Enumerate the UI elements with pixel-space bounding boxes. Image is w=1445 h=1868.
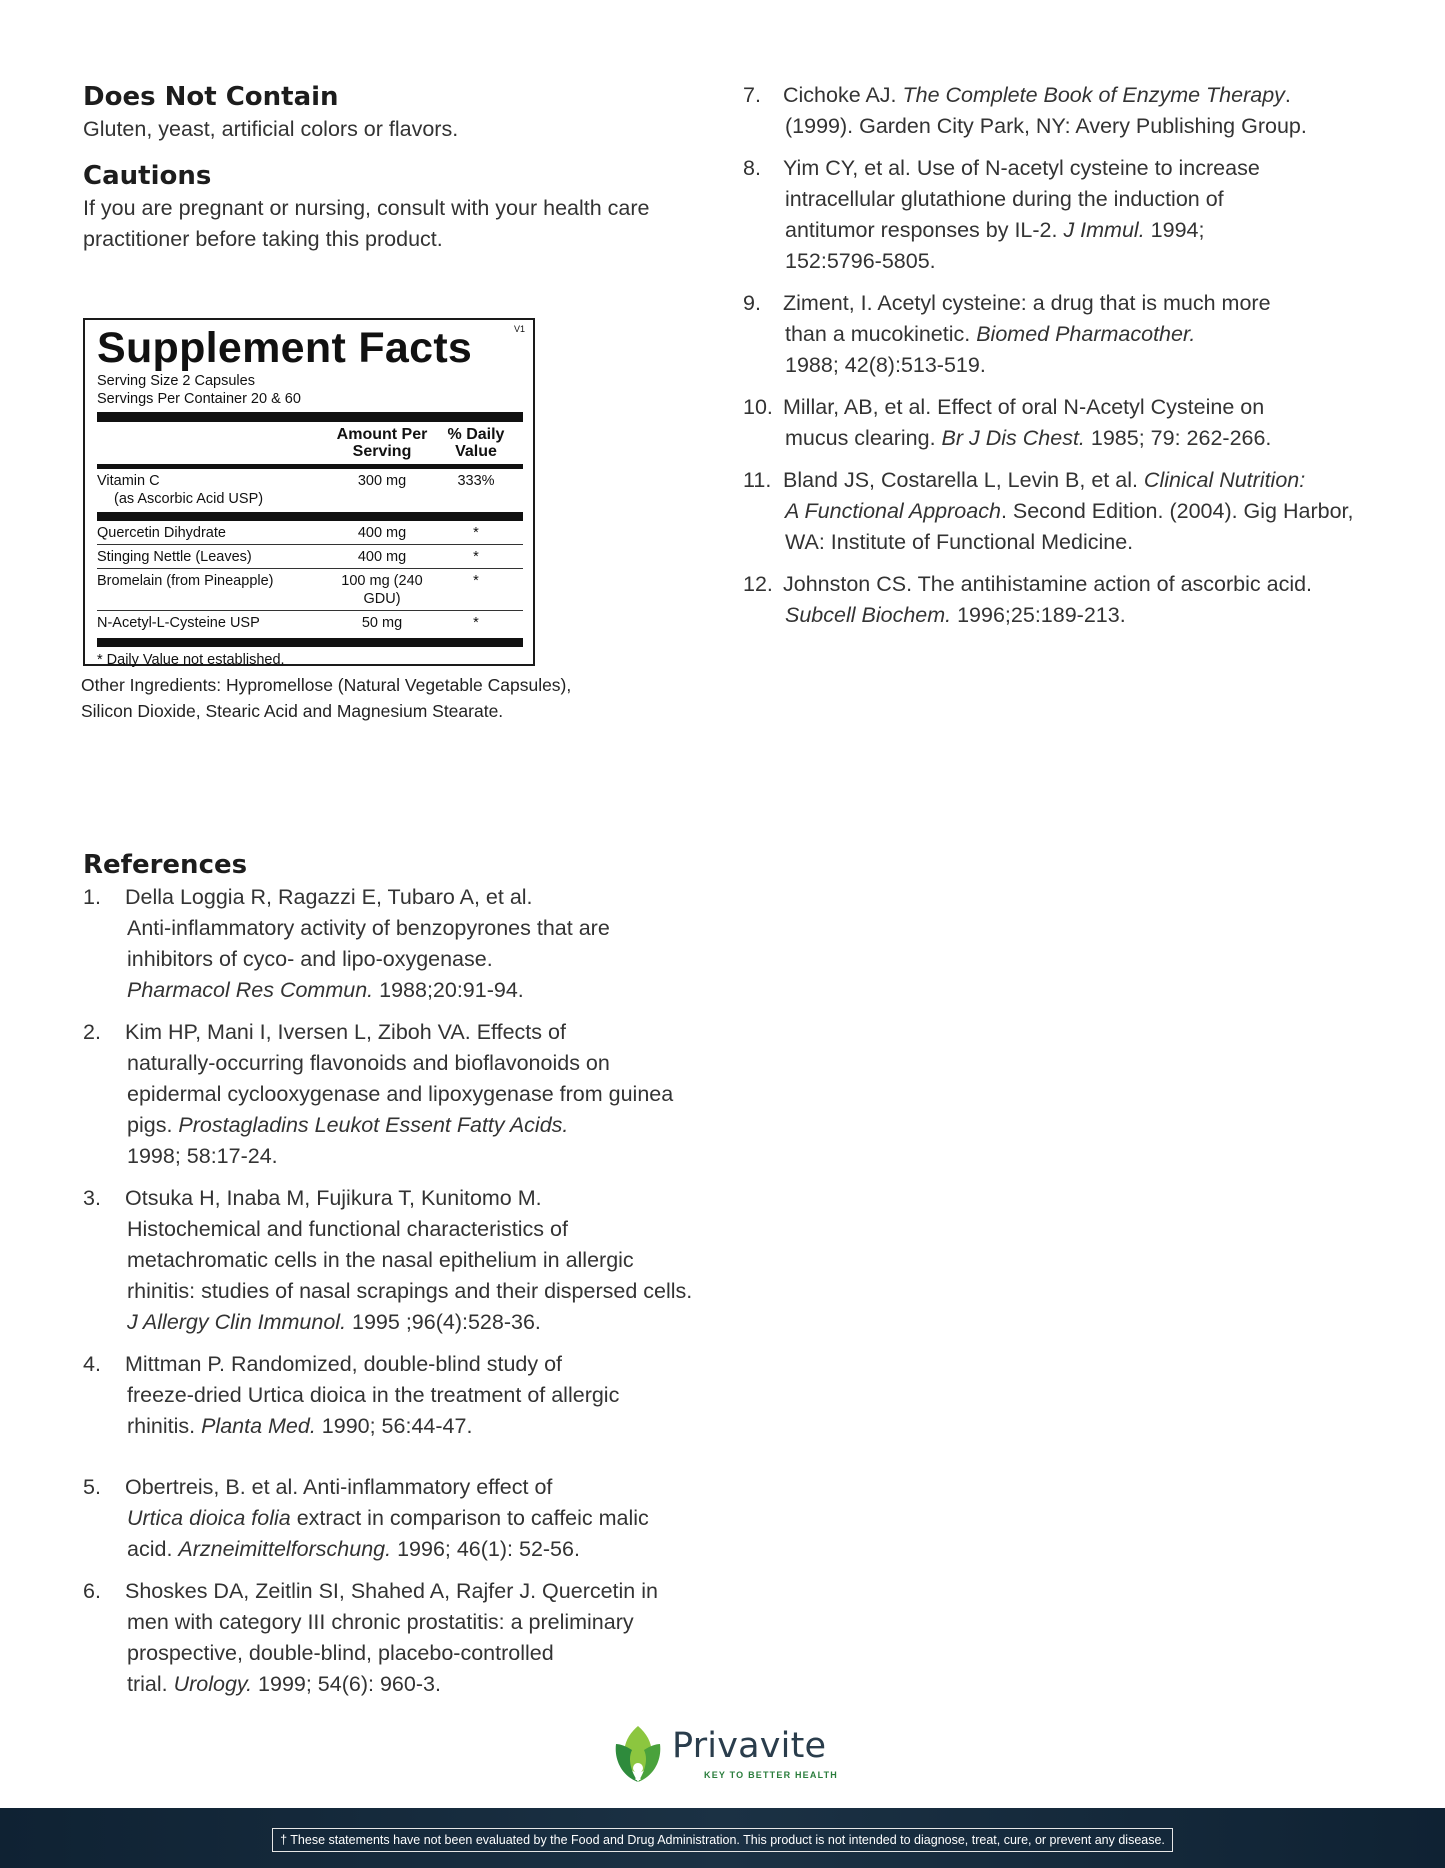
nutrient-name: Stinging Nettle (Leaves) — [97, 549, 252, 565]
privavite-logo — [610, 1724, 850, 1784]
supplement-facts-panel — [83, 318, 535, 666]
nutrient-name: Bromelain (from Pineapple) — [97, 573, 274, 589]
reference-line — [125, 1411, 708, 1442]
facts-row — [97, 521, 523, 544]
reference-line: 1998; 58:17-24. — [127, 1144, 278, 1168]
reference-line: Mittman P. Randomized, double-blind study of — [125, 1352, 563, 1376]
citation: 1994; — [1144, 218, 1205, 242]
facts-row — [97, 544, 523, 568]
nutrient-amount: 400 mg — [357, 549, 407, 565]
does-not-contain-text: Gluten, yeast, artificial colors or flavors. — [83, 117, 459, 141]
reference-line: Kim HP, Mani I, Iversen L, Ziboh VA. Effects of — [125, 1020, 566, 1044]
amount-header-line-1: Amount Per — [336, 426, 428, 443]
brand-name: Privavite — [672, 1726, 827, 1766]
left-column-top — [83, 80, 703, 255]
book-title: Clinical Nutrition: — [1143, 468, 1306, 492]
nutrient-amount: 100 mg (240 GDU) — [341, 573, 423, 607]
nutrient-dv: * — [473, 615, 479, 631]
citation: mucus clearing. — [785, 426, 942, 450]
reference-item — [743, 153, 1383, 277]
references-left — [83, 848, 708, 1700]
facts-divider-thick — [97, 638, 523, 647]
reference-line — [783, 465, 1383, 496]
reference-line: intracellular glutathione during the induction of — [785, 187, 1224, 211]
cautions-line-2: practitioner before taking this product. — [83, 227, 443, 251]
nutrient-dv: * — [473, 525, 479, 541]
journal-name: Planta Med. — [201, 1414, 316, 1438]
dv-header-line-2: Value — [455, 443, 497, 460]
reference-item — [83, 1183, 708, 1338]
reference-number: 12. — [743, 572, 773, 596]
nutrient-amount: 300 mg — [357, 473, 407, 489]
reference-number: 5. — [83, 1475, 101, 1499]
citation: Bland JS, Costarella L, Levin B, et al. — [783, 468, 1144, 492]
nutrient-amount: 50 mg — [361, 615, 403, 631]
reference-line: Obertreis, B. et al. Anti-inflammatory effect of — [125, 1475, 553, 1499]
reference-line: (1999). Garden City Park, NY: Avery Publishing Group. — [785, 114, 1307, 138]
journal-name: J Immul. — [1063, 218, 1145, 242]
nutrient-name: Quercetin Dihydrate — [97, 525, 226, 541]
citation: . Second Edition. (2004). Gig Harbor, — [1000, 499, 1354, 523]
citation: 1988;20:91-94. — [373, 978, 524, 1002]
cautions-heading: Cautions — [83, 161, 212, 191]
facts-divider-medium — [97, 464, 523, 469]
references-heading: References — [83, 850, 248, 880]
citation: rhinitis. — [127, 1414, 202, 1438]
reference-item — [83, 882, 708, 1006]
reference-line: inhibitors of cyco- and lipo-oxygenase. — [127, 947, 493, 971]
citation: 1995 ;96(4):528-36. — [346, 1310, 541, 1334]
reference-line: Millar, AB, et al. Effect of oral N-Acetyl Cysteine on — [783, 395, 1265, 419]
journal-name: J Allergy Clin Immunol. — [127, 1310, 347, 1334]
nutrient-name: N-Acetyl-L-Cysteine USP — [97, 615, 260, 631]
reference-item — [83, 1349, 708, 1442]
reference-number: 4. — [83, 1352, 101, 1376]
reference-line — [783, 496, 1383, 527]
citation: extract in comparison to caffeic malic — [290, 1506, 649, 1530]
book-title: The Complete Book of Enzyme Therapy — [902, 83, 1285, 107]
nutrient-dv: * — [473, 549, 479, 565]
reference-line: 152:5796-5805. — [785, 249, 936, 273]
reference-number: 6. — [83, 1579, 101, 1603]
nutrient-dv: 333% — [457, 473, 495, 489]
other-ingredients-line-1: Other Ingredients: Hypromellose (Natural Vegetable Capsules), — [81, 675, 572, 695]
reference-line: rhinitis: studies of nasal scrapings and their dispersed cells. — [127, 1279, 693, 1303]
reference-line — [783, 423, 1383, 454]
reference-number: 7. — [743, 83, 761, 107]
reference-line — [783, 215, 1383, 246]
brand-tagline: KEY TO BETTER HEALTH — [704, 1770, 839, 1780]
citation: Cichoke AJ. — [783, 83, 903, 107]
journal-name: Urology. — [173, 1672, 253, 1696]
reference-line: epidermal cyclooxygenase and lipoxygenase from guinea — [127, 1082, 674, 1106]
facts-divider-thick — [97, 412, 523, 422]
nutrient-dv: * — [473, 573, 479, 589]
facts-version: V1 — [513, 324, 525, 334]
reference-line: Otsuka H, Inaba M, Fujikura T, Kunitomo M. — [125, 1186, 542, 1210]
reference-line: metachromatic cells in the nasal epithelium in allergic — [127, 1248, 634, 1272]
facts-row — [97, 568, 523, 610]
journal-name: Biomed Pharmacother. — [976, 322, 1196, 346]
journal-name: Br J Dis Chest. — [941, 426, 1085, 450]
nutrient-name: Vitamin C — [97, 473, 160, 489]
facts-divider-thick — [97, 512, 523, 521]
citation: 1999; 54(6): 960-3. — [252, 1672, 441, 1696]
citation: pigs. — [127, 1113, 179, 1137]
leaf-keyhole-icon — [610, 1724, 666, 1786]
reference-line: prospective, double-blind, placebo-controlled — [127, 1641, 554, 1665]
reference-item — [743, 80, 1383, 142]
citation: 1996; 46(1): 52-56. — [391, 1537, 580, 1561]
nutrient-sub: (as Ascorbic Acid USP) — [114, 491, 264, 507]
reference-line: Shoskes DA, Zeitlin SI, Shahed A, Rajfer J. Quercetin in — [125, 1579, 658, 1603]
reference-line — [783, 600, 1383, 631]
reference-number: 2. — [83, 1020, 101, 1044]
reference-item — [83, 1017, 708, 1172]
book-title: A Functional Approach — [785, 499, 1001, 523]
amount-header-line-2: Serving — [352, 443, 412, 460]
journal-name: Subcell Biochem. — [785, 603, 952, 627]
references-right — [743, 80, 1383, 642]
dv-header-line-1: % Daily — [447, 426, 505, 443]
reference-number: 9. — [743, 291, 761, 315]
citation: than a mucokinetic. — [785, 322, 977, 346]
footer-bar — [0, 1808, 1445, 1868]
reference-item — [743, 569, 1383, 631]
citation: acid. — [127, 1537, 179, 1561]
facts-row — [97, 610, 523, 634]
reference-line: Ziment, I. Acetyl cysteine: a drug that is much more — [783, 291, 1271, 315]
reference-line: naturally-occurring flavonoids and bioflavonoids on — [127, 1051, 610, 1075]
reference-line — [125, 1534, 708, 1565]
species-name: Urtica dioica folia — [127, 1506, 291, 1530]
does-not-contain-heading: Does Not Contain — [83, 82, 339, 112]
journal-name: Prostagladins Leukot Essent Fatty Acids. — [178, 1113, 569, 1137]
facts-header-row — [97, 424, 523, 462]
reference-line — [125, 1307, 708, 1338]
citation: trial. — [127, 1672, 174, 1696]
other-ingredients — [81, 672, 581, 724]
cautions-line-1: If you are pregnant or nursing, consult with your health care — [83, 196, 650, 220]
reference-number: 10. — [743, 395, 773, 419]
reference-line — [783, 319, 1383, 350]
reference-line — [783, 80, 1383, 111]
reference-number: 3. — [83, 1186, 101, 1210]
reference-line: freeze-dried Urtica dioica in the treatment of allergic — [127, 1383, 620, 1407]
serving-size: Serving Size 2 Capsules — [97, 373, 255, 389]
reference-line: Anti-inflammatory activity of benzopyrones that are — [127, 916, 610, 940]
journal-name: Arzneimittelforschung. — [178, 1537, 392, 1561]
dv-header — [441, 426, 511, 460]
citation: 1996;25:189-213. — [951, 603, 1126, 627]
citation: 1985; 79: 262-266. — [1084, 426, 1272, 450]
citation: antitumor responses by IL-2. — [785, 218, 1064, 242]
reference-number: 11. — [743, 468, 772, 492]
facts-row — [97, 471, 523, 510]
reference-line — [125, 1669, 708, 1700]
fda-disclaimer: † These statements have not been evaluated by the Food and Drug Administration. This product is not intended to diagnose, treat, cure, or prevent any disease. — [272, 1828, 1173, 1852]
facts-title: Supplement Facts — [97, 324, 473, 372]
reference-item — [743, 465, 1383, 558]
citation: 1990; 56:44-47. — [315, 1414, 473, 1438]
reference-line: WA: Institute of Functional Medicine. — [785, 530, 1134, 554]
citation: . — [1284, 83, 1291, 107]
reference-item — [83, 1472, 708, 1565]
servings-per-container: Servings Per Container 20 & 60 — [97, 391, 301, 407]
reference-line — [125, 1503, 708, 1534]
facts-footnote: * Daily Value not established. — [97, 652, 285, 668]
reference-number: 8. — [743, 156, 761, 180]
reference-line: 1988; 42(8):513-519. — [785, 353, 986, 377]
nutrient-amount: 400 mg — [357, 525, 407, 541]
reference-line — [125, 975, 708, 1006]
journal-name: Pharmacol Res Commun. — [127, 978, 374, 1002]
reference-line — [125, 1110, 708, 1141]
reference-line: Yim CY, et al. Use of N-acetyl cysteine to increase — [783, 156, 1260, 180]
amount-header — [323, 426, 441, 460]
reference-line: Johnston CS. The antihistamine action of ascorbic acid. — [783, 572, 1313, 596]
reference-item — [743, 288, 1383, 381]
reference-number: 1. — [83, 885, 101, 909]
reference-item — [743, 392, 1383, 454]
reference-line: Histochemical and functional characteristics of — [127, 1217, 568, 1241]
reference-item — [83, 1576, 708, 1700]
reference-line: Della Loggia R, Ragazzi E, Tubaro A, et al. — [125, 885, 533, 909]
other-ingredients-line-2: Silicon Dioxide, Stearic Acid and Magnesium Stearate. — [81, 701, 504, 721]
reference-line: men with category III chronic prostatitis: a preliminary — [127, 1610, 634, 1634]
